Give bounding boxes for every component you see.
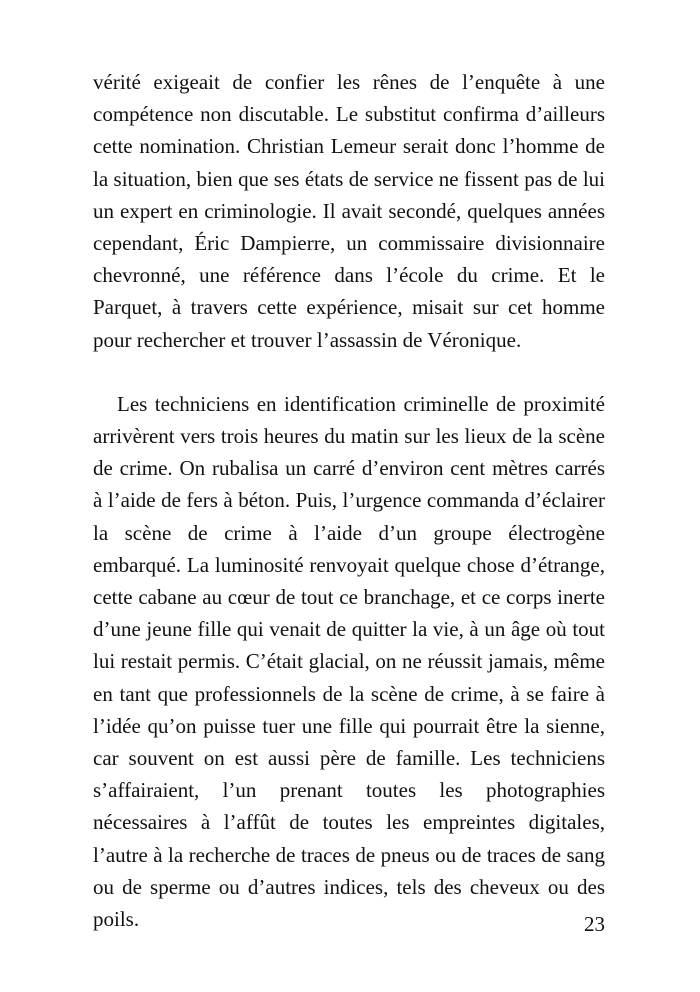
- paragraph-continued: vérité exigeait de confier les rênes de l’enquête à une compétence non discutable. Le substitut confirma d’ailleurs cette nomination. Christian Lemeur serait donc l’homme de la situation, bien que ses états de service ne fissent pas de lui un expert en criminologie. Il avait secondé, quelques années cependant, Éric Dampierre, un commissaire divisionnaire chevronné, une référence dans l’école du crime. Et le Parquet, à travers cette expérience, misait sur cet homme pour rechercher et trouver l’assassin de Véronique.: [93, 70, 605, 352]
- page-body: [93, 66, 605, 935]
- page-number: 23: [584, 912, 605, 936]
- paragraph-technicians: Les techniciens en identification criminelle de proximité arrivèrent vers trois heures du matin sur les lieux de la scène de crime. On rubalisa un carré d’environ cent mètres carrés à l’aide de fers à béton. Puis, l’urgence commanda d’éclairer la scène de crime à l’aide d’un groupe électrogène embarqué. La luminosité renvoyait quelque chose d’étrange, cette cabane au cœur de tout ce branchage, et ce corps inerte d’une jeune fille qui venait de quitter la vie, à un âge où tout lui restait permis. C’était glacial, on ne réussit jamais, même en tant que professionnels de la scène de crime, à se faire à l’idée qu’on puisse tuer une fille qui pourrait être la sienne, car souvent on est aussi père de famille. Les techniciens s’affairaient, l’un prenant toutes les photographies nécessaires à l’affût de toutes les empreintes digitales, l’autre à la recherche de traces de pneus ou de traces de sang ou de sperme ou d’autres indices, tels des cheveux ou des poils.: [93, 391, 605, 932]
